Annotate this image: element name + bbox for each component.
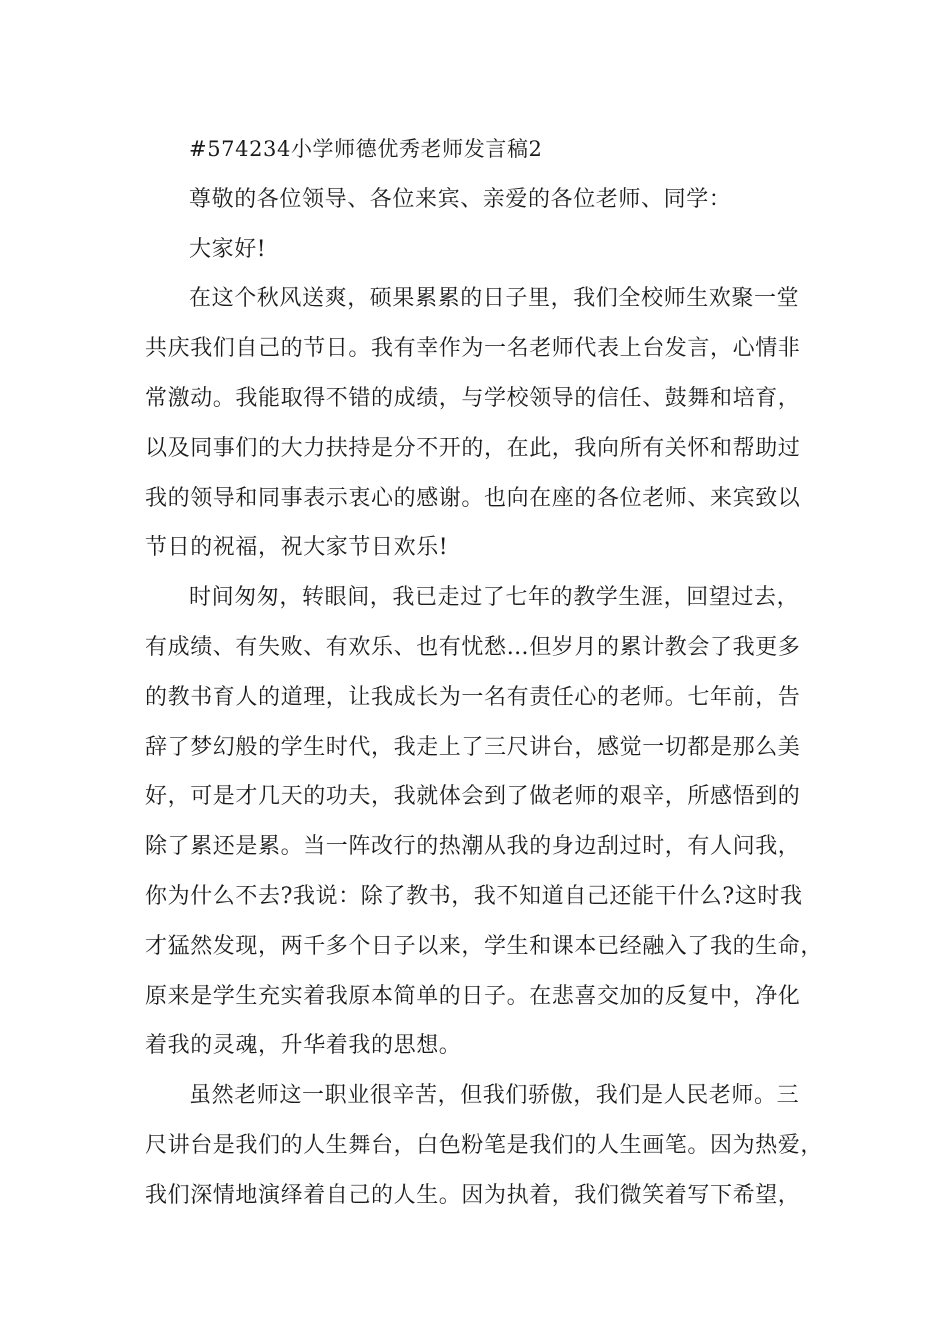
- paragraph-line: 原来是学生充实着我原本简单的日子。在悲喜交加的反复中，净化: [145, 983, 801, 1009]
- salutation: 尊敬的各位领导、各位来宾、亲爱的各位老师、同学：: [189, 186, 732, 212]
- paragraph-1: [145, 274, 825, 573]
- paragraph-3: [145, 1071, 825, 1220]
- paragraph-line: 以及同事们的大力扶持是分不开的，在此，我向所有关怀和帮助过: [145, 435, 801, 461]
- paragraph-line: 辞了梦幻般的学生时代，我走上了三尺讲台，感觉一切都是那么美: [145, 734, 801, 760]
- greeting: 大家好!: [189, 236, 267, 262]
- paragraph-line: 着我的灵魂，升华着我的思想。: [145, 1033, 462, 1059]
- paragraph-line: 的教书育人的道理，让我成长为一名有责任心的老师。七年前，告: [145, 684, 801, 710]
- paragraph-line: 你为什么不去?我说：除了教书，我不知道自己还能干什么?这时我: [145, 883, 803, 909]
- paragraph-line: 节日的祝福，祝大家节日欢乐!: [145, 535, 449, 561]
- paragraph-line: 常激动。我能取得不错的成绩，与学校领导的信任、鼓舞和培育，: [145, 385, 801, 411]
- paragraph-line: 除了累还是累。当一阵改行的热潮从我的身边刮过时，有人问我，: [145, 834, 801, 860]
- document-title: #574234小学师德优秀老师发言稿2: [189, 137, 543, 161]
- paragraph-line: 虽然老师这一职业很辛苦，但我们骄傲，我们是人民老师。三: [189, 1083, 800, 1109]
- document-body: [145, 125, 825, 1221]
- paragraph-line: 才猛然发现，两千多个日子以来，学生和课本已经融入了我的生命，: [145, 933, 824, 959]
- paragraph-line: 我们深情地演绎着自己的人生。因为执着，我们微笑着写下希望，: [145, 1182, 801, 1208]
- paragraph-2: [145, 573, 825, 1071]
- paragraph-line: 在这个秋风送爽，硕果累累的日子里，我们全校师生欢聚一堂: [189, 286, 800, 312]
- paragraph-line: 尺讲台是我们的人生舞台，白色粉笔是我们的人生画笔。因为热爱，: [145, 1132, 824, 1158]
- paragraph-line: 我的领导和同事表示衷心的感谢。也向在座的各位老师、来宾致以: [145, 485, 801, 511]
- paragraph-line: 好，可是才几天的功夫，我就体会到了做老师的艰辛，所感悟到的: [145, 784, 801, 810]
- paragraph-line: 有成绩、有失败、有欢乐、也有忧愁…但岁月的累计教会了我更多: [145, 634, 801, 660]
- paragraph-line: 时间匆匆，转眼间，我已走过了七年的教学生涯，回望过去，: [189, 585, 800, 611]
- paragraph-line: 共庆我们自己的节日。我有幸作为一名老师代表上台发言，心情非: [145, 336, 801, 362]
